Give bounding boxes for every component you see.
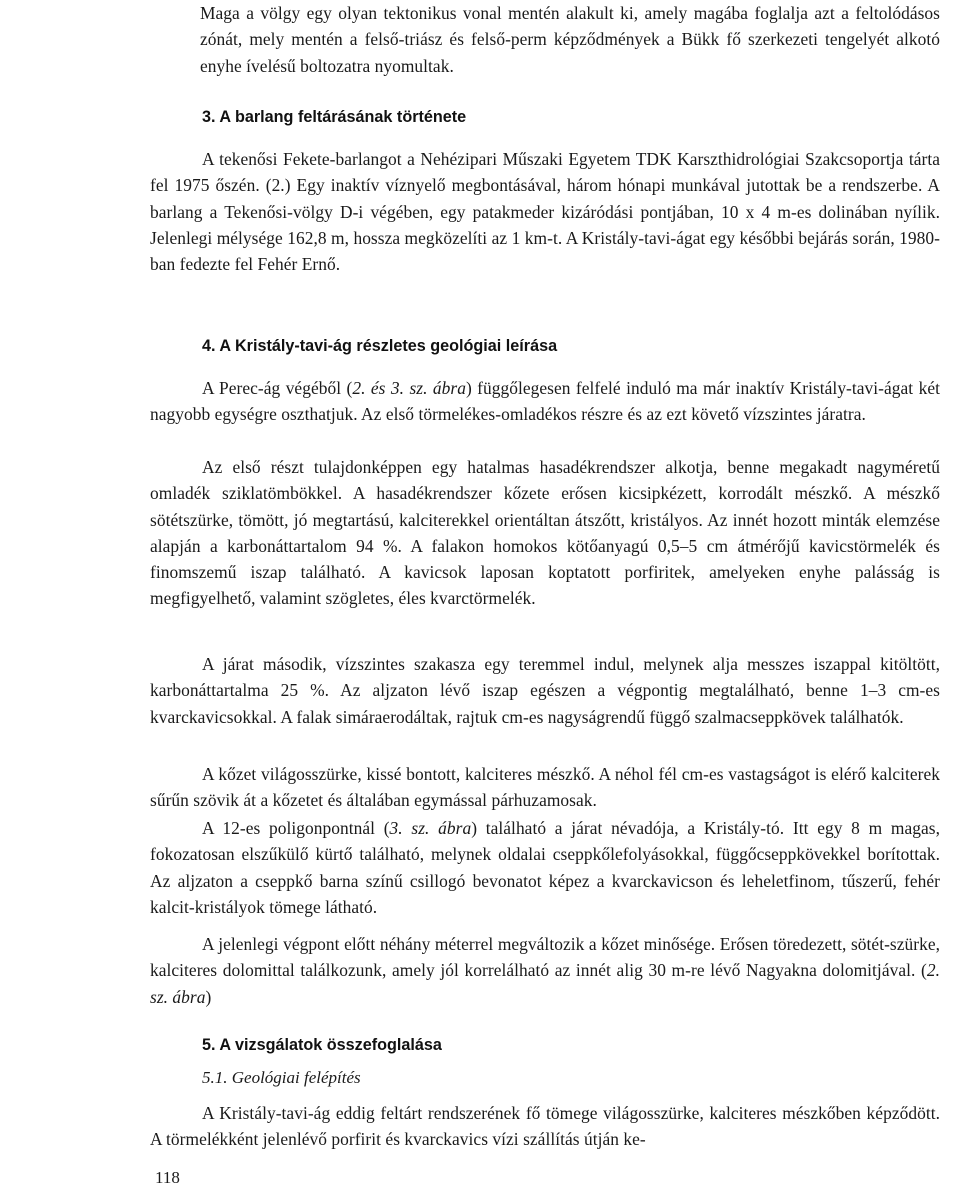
section-4-paragraph-4: A kőzet világosszürke, kissé bontott, kalciteres mészkő. A néhol fél cm-es vastagságot is elérő kalciterek sűrűn szövik át a kőzetet és általában egymással párhuzamosak. <box>150 764 940 811</box>
text-run: A 12-es poligonpontnál ( <box>202 818 390 838</box>
text-run: ) függőlegesen felfelé induló ma már inaktív Kristály-tavi-ágat két nagyobb egységre oszthatjuk. Az első törmelékes-omladékos részre és az ezt követő vízszintes járatra. <box>150 378 940 425</box>
section-4-paragraph-1 <box>150 375 940 428</box>
figure-reference: 3. sz. ábra <box>389 818 472 838</box>
text-run: A Perec-ág végéből ( <box>202 378 353 398</box>
section-5-heading: 5. A vizsgálatok összefoglalása <box>202 1036 442 1054</box>
text-run: A jelenlegi végpont előtt néhány méterrel megváltozik a kőzet minősége. Erősen töredezett, sötét-szürke, kalciteres dolomittal találkozunk, amely jól korrelálható az innét alig 30 m-re lévő Nagyakna dolomitjával. ( <box>150 934 940 981</box>
section-3-heading: 3. A barlang feltárásának története <box>202 108 467 126</box>
section-4-heading: 4. A Kristály-tavi-ág részletes geológiai leírása <box>202 337 558 355</box>
section-4-paragraph-2: Az első részt tulajdonképpen egy hatalmas hasadékrendszer alkotja, benne megakadt nagyméretű omladék sziklatömbökkel. A hasadékrendszer kőzete erősen kicsipkézett, korrodált mészkő. A mészkő sötétszürke, tömött, jó megtartású, kalciterekkel orientáltan átszőtt, kristályos. Az innét hozott minták elemzése alapján a karbonáttartalom 94 %. A falakon homokos kötőanyagú 0,5–5 cm átmérőjű kavicstörmelék és finomszemű iszap található. A kavicsok laposan koptatott porfiritek, amelyeken enyhe palásság is megfigyelhető, valamint szögletes, éles kvarctörmelék. <box>150 457 940 609</box>
section-5-1-subheading: 5.1. Geológiai felépítés <box>202 1068 361 1087</box>
section-4-paragraph-5 <box>150 815 940 920</box>
section-4-paragraph-3: A járat második, vízszintes szakasza egy teremmel indul, melynek alja messzes iszappal kitöltött, karbonáttartalma 25 %. Az aljzaton lévő iszap egészen a végpontig megtalálható, benne 1–3 cm-es kvarckavicsokkal. A falak simáraerodáltak, rajtuk cm-es nagyságrendű függő szalmacseppkövek találhatók. <box>150 654 940 727</box>
section-4-paragraph-6 <box>150 931 940 1010</box>
text-run: ) található a járat névadója, a Kristály-tó. Itt egy 8 m magas, fokozatosan elszűkülő kürtő található, melynek oldalai cseppkőlefolyásokkal, függőcseppkövekkel borítottak. Az aljzaton a cseppkő barna színű csillogó bevonatot képez a kvarckavicson és leheletfinom, tűszerű, fehér kalcit-kristályok tömege látható. <box>150 818 940 917</box>
intro-paragraph: Maga a völgy egy olyan tektonikus vonal mentén alakult ki, amely magába foglalja azt a feltolódásos zónát, mely mentén a felső-triász és felső-perm képződmények a Bükk fő szerkezeti tengelyét alkotó enyhe ívelésű boltozatra nyomultak. <box>200 3 940 76</box>
figure-reference: 2. és 3. sz. ábra <box>352 378 466 398</box>
figure-reference: 2. sz. ábra <box>150 960 940 1007</box>
section-3-paragraph: A tekenősi Fekete-barlangot a Nehézipari Műszaki Egyetem TDK Karszthidrológiai Szakcsoportja tárta fel 1975 őszén. (2.) Egy inaktív víznyelő megbontásával, három hónapi munkával jutottak be a rendszerbe. A barlang a Tekenősi-völgy D-i végében, egy patakmeder kizáródási pontjában, 10 x 4 m-es dolinában nyílik. Jelenlegi mélysége 162,8 m, hossza megközelíti az 1 km-t. A Kristály-tavi-ágat egy későbbi bejárás során, 1980-ban fedezte fel Fehér Ernő. <box>150 149 940 275</box>
text-run: ) <box>205 986 212 1007</box>
section-5-paragraph: A Kristály-tavi-ág eddig feltárt rendszerének fő tömege világosszürke, kalciteres mészkőben képződött. A törmelékként jelenlévő porfirit és kvarckavics vízi szállítás útján ke- <box>150 1103 940 1150</box>
page-number: 118 <box>155 1168 180 1187</box>
